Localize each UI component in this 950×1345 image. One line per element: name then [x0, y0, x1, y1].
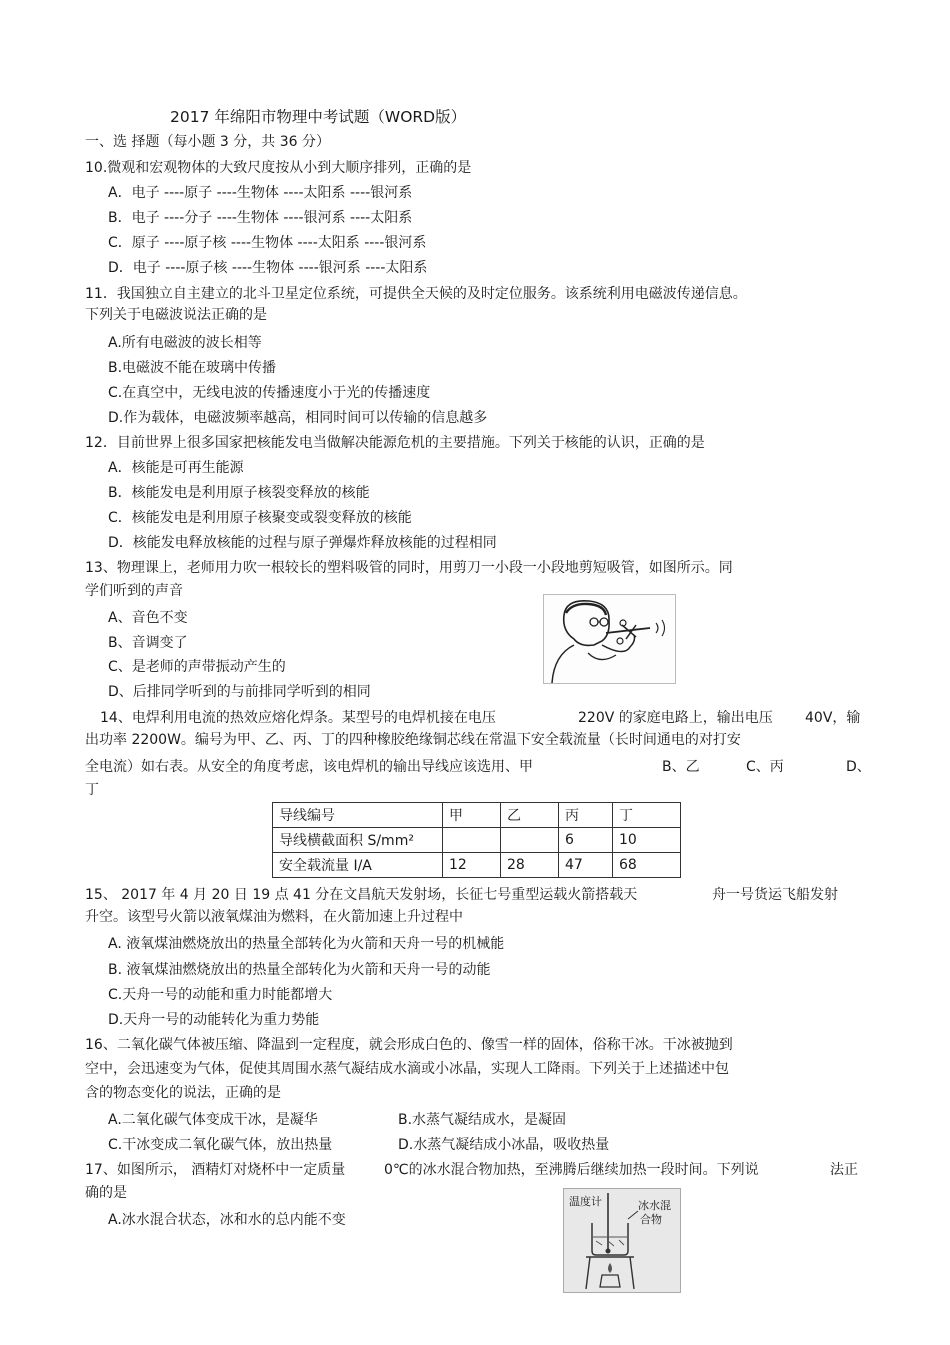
table-cell: 导线横截面积 S/mm² — [273, 828, 443, 853]
table-cell: 12 — [443, 853, 501, 878]
q16-line2: 空中，会迅速变为气体，促使其周围水蒸气凝结成水滴或小冰晶，实现人工降雨。下列关于上述描述中包 — [85, 1061, 729, 1077]
q15-option-c: C.天舟一号的动能和重力时能都增大 — [108, 987, 333, 1003]
q11-option-b: B.电磁波不能在玻璃中传播 — [108, 360, 277, 376]
wire-table — [272, 802, 681, 878]
q11-stem-line1: 11．我国独立自主建立的北斗卫星定位系统，可提供全天候的及时定位服务。该系统利用电磁波传递信息。 — [85, 286, 747, 302]
fig-label-mixture-1: 冰水混 — [638, 1199, 671, 1212]
q15-option-d: D.天舟一号的动能转化为重力势能 — [108, 1012, 320, 1028]
section-heading: 一、选 择题（每小题 3 分，共 36 分） — [85, 134, 330, 150]
q17-figure-beaker — [563, 1188, 681, 1293]
fig-label-thermometer: 温度计 — [569, 1195, 602, 1208]
table-cell: 28 — [501, 853, 559, 878]
q14-line1-part3: 40V，输 — [805, 710, 861, 726]
q14-option-c: C、丙 — [746, 759, 784, 775]
q12-stem: 12．目前世界上很多国家把核能发电当做解决能源危机的主要措施。下列关于核能的认识，正确的是 — [85, 435, 705, 451]
table-cell — [443, 828, 501, 853]
q13-figure-teacher-straw — [543, 594, 676, 684]
table-row — [273, 803, 681, 828]
table-header-cell: 丁 — [613, 803, 681, 828]
table-header-cell: 丙 — [559, 803, 613, 828]
q13-option-d: D、后排同学听到的与前排同学听到的相同 — [108, 684, 371, 700]
q16-option-b: B.水蒸气凝结成水，是凝固 — [398, 1112, 567, 1128]
q10-option-d: D．电子 ----原子核 ----生物体 ----银河系 ----太阳系 — [108, 260, 428, 276]
table-row — [273, 828, 681, 853]
q15-line1-part2: 舟一号货运飞船发射 — [712, 887, 838, 903]
q12-option-d: D．核能发电释放核能的过程与原子弹爆炸释放核能的过程相同 — [108, 535, 497, 551]
q17-line2: 确的是 — [85, 1185, 127, 1201]
q11-option-d: D.作为载体，电磁波频率越高，相同时间可以传输的信息越多 — [108, 410, 488, 426]
q11-option-a: A.所有电磁波的波长相等 — [108, 335, 262, 351]
fig-label-mixture-2: 合物 — [640, 1213, 662, 1226]
table-cell: 47 — [559, 853, 613, 878]
q17-line1-part1: 17、如图所示， 酒精灯对烧杯中一定质量 — [85, 1162, 346, 1178]
table-header-cell: 乙 — [501, 803, 559, 828]
table-cell: 68 — [613, 853, 681, 878]
page-title: 2017 年绵阳市物理中考试题（WORD版） — [170, 108, 467, 126]
q14-line3-part1: 全电流）如右表。从安全的角度考虑，该电焊机的输出导线应该选用、甲 — [85, 759, 533, 775]
q14-option-b: B、乙 — [662, 759, 700, 775]
table-cell: 10 — [613, 828, 681, 853]
q13-option-c: C、是老师的声带振动产生的 — [108, 659, 286, 675]
q17-line1-part3: 法正 — [830, 1162, 858, 1178]
q13-option-a: A、音色不变 — [108, 610, 188, 626]
q10-option-a: A．电子 ----原子 ----生物体 ----太阳系 ----银河系 — [108, 185, 413, 201]
q16-option-c: C.干冰变成二氧化碳气体，放出热量 — [108, 1137, 333, 1153]
q17-option-a: A.冰水混合状态，冰和水的总内能不变 — [108, 1212, 346, 1228]
table-header-cell: 甲 — [443, 803, 501, 828]
q14-line1-part2: 220V 的家庭电路上，输出电压 — [578, 710, 773, 726]
q11-stem-line2: 下列关于电磁波说法正确的是 — [85, 307, 267, 323]
q17-line1-part2: 0℃的冰水混合物加热，至沸腾后继续加热一段时间。下列说 — [384, 1162, 759, 1178]
q16-option-d: D.水蒸气凝结成小冰晶，吸收热量 — [398, 1137, 610, 1153]
table-row — [273, 853, 681, 878]
q12-option-b: B．核能发电是利用原子核裂变释放的核能 — [108, 485, 370, 501]
q13-option-b: B、音调变了 — [108, 635, 188, 651]
q13-stem-line1: 13、物理课上，老师用力吹一根较长的塑料吸管的同时，用剪刀一小段一小段地剪短吸管，如图所示。同 — [85, 560, 733, 576]
q10-option-b: B．电子 ----分子 ----生物体 ----银河系 ----太阳系 — [108, 210, 413, 226]
q15-line2: 升空。该型号火箭以液氧煤油为燃料，在火箭加速上升过程中 — [85, 909, 463, 925]
table-cell: 安全载流量 I/A — [273, 853, 443, 878]
q14-line4: 丁 — [85, 782, 99, 798]
q12-option-c: C．核能发电是利用原子核聚变或裂变释放的核能 — [108, 510, 412, 526]
q16-option-a: A.二氧化碳气体变成干冰，是凝华 — [108, 1112, 318, 1128]
table-cell: 6 — [559, 828, 613, 853]
q10-stem: 10.微观和宏观物体的大致尺度按从小到大顺序排列，正确的是 — [85, 160, 472, 176]
q16-line3: 含的物态变化的说法，正确的是 — [85, 1085, 281, 1101]
teacher-illustration — [544, 595, 675, 683]
q11-option-c: C.在真空中，无线电波的传播速度小于光的传播速度 — [108, 385, 431, 401]
q15-option-b: B. 液氧煤油燃烧放出的热量全部转化为火箭和天舟一号的动能 — [108, 962, 491, 978]
q12-option-a: A．核能是可再生能源 — [108, 460, 244, 476]
table-cell — [501, 828, 559, 853]
q15-option-a: A. 液氧煤油燃烧放出的热量全部转化为火箭和天舟一号的机械能 — [108, 936, 505, 952]
table-header-cell: 导线编号 — [273, 803, 443, 828]
q14-option-d-label: D、 — [846, 759, 871, 775]
q13-stem-line2: 学们听到的声音 — [85, 583, 183, 599]
q14-line1-part1: 14、电焊利用电流的热效应熔化焊条。某型号的电焊机接在电压 — [100, 710, 496, 726]
q16-line1: 16、二氧化碳气体被压缩、降温到一定程度，就会形成白色的、像雪一样的固体，俗称干冰。干冰被抛到 — [85, 1037, 733, 1053]
q15-line1-part1: 15、 2017 年 4 月 20 日 19 点 41 分在文昌航天发射场，长征七号重型运载火箭搭载天 — [85, 887, 638, 903]
q10-option-c: C．原子 ----原子核 ----生物体 ----太阳系 ----银河系 — [108, 235, 427, 251]
q14-line2: 出功率 2200W。编号为甲、乙、丙、丁的四种橡胶绝缘铜芯线在常温下安全载流量（长时间通电的对打安 — [85, 732, 741, 748]
